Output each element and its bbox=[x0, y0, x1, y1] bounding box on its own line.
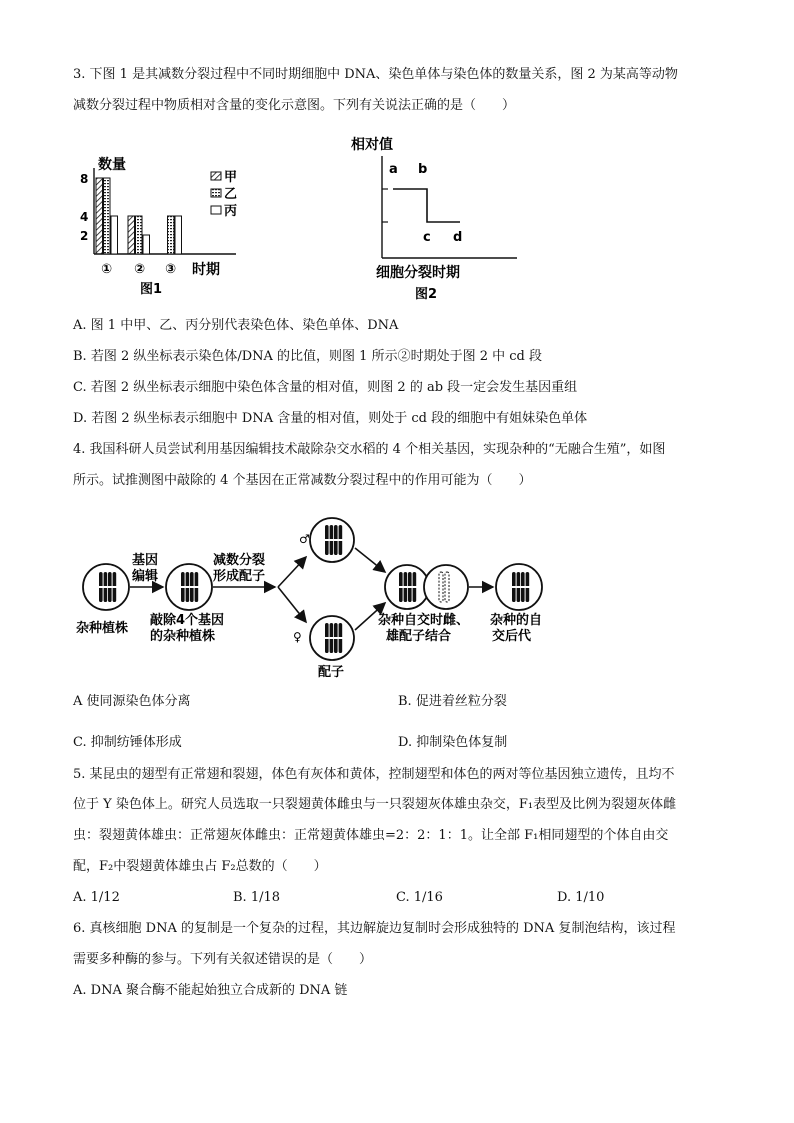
legend-swatch-yi bbox=[211, 189, 221, 197]
fig1-caption: 图1 bbox=[140, 282, 163, 297]
bar-乙-2 bbox=[136, 216, 143, 254]
female-symbol: ♀ bbox=[293, 630, 302, 644]
bar-丙-1 bbox=[111, 216, 118, 254]
label-knockout-line2: 的杂种植株 bbox=[150, 629, 216, 644]
cell-offspring bbox=[496, 564, 542, 610]
fig1-ytick-8: 8 bbox=[80, 172, 89, 186]
q5-option-d: D. 1/10 bbox=[557, 890, 605, 905]
q4-option-a: A 使同源染色体分离 bbox=[73, 694, 191, 709]
q4-option-c: C. 抑制纺锤体形成 bbox=[73, 735, 182, 750]
fig1-group-1: ① bbox=[101, 262, 113, 277]
bar-乙-3 bbox=[168, 216, 175, 254]
arrow-to-female bbox=[278, 587, 306, 622]
legend-swatch-jia bbox=[211, 172, 221, 180]
fig2-xlabel: 细胞分裂时期 bbox=[376, 265, 460, 281]
q4-stem-line2: 所示。试推测图中敲除的 4 个基因在正常减数分裂过程中的作用可能为（ ） bbox=[73, 473, 532, 488]
bar-丙-3 bbox=[175, 216, 182, 254]
step-meiosis-line2: 形成配子 bbox=[213, 569, 266, 584]
fig2-caption: 图2 bbox=[415, 287, 438, 302]
legend-bing: 丙 bbox=[224, 204, 238, 219]
fig2-line bbox=[393, 189, 460, 222]
cell-hybrid-plant bbox=[83, 564, 129, 610]
apomixis-diagram bbox=[70, 510, 560, 682]
fig2-point-b: b bbox=[418, 162, 428, 177]
fig2-point-a: a bbox=[389, 162, 398, 177]
cell-fusion bbox=[385, 565, 468, 609]
q5-line4: 配，F₂中裂翅黄体雄虫占 F₂总数的（ ） bbox=[73, 859, 327, 874]
label-knockout-line1: 敲除4个基因 bbox=[150, 613, 225, 628]
fig1-bars bbox=[96, 178, 182, 254]
q6-option-a: A. DNA 聚合酶不能起始独立合成新的 DNA 链 bbox=[73, 983, 348, 998]
cell-female-gamete bbox=[310, 616, 354, 660]
fig2-series-line bbox=[393, 189, 460, 222]
q5-option-a: A. 1/12 bbox=[73, 890, 120, 905]
fig2-ylabel: 相对值 bbox=[351, 137, 393, 153]
step-gene-editing-line2: 编辑 bbox=[132, 569, 159, 584]
label-offspring-line1: 杂种的自 bbox=[490, 613, 543, 628]
step-gene-editing-line1: 基因 bbox=[132, 553, 159, 568]
q3-option-d: D. 若图 2 纵坐标表示细胞中 DNA 含量的相对值，则处于 cd 段的细胞中有姐妹染色单体 bbox=[73, 411, 588, 426]
q3-option-b: B. 若图 2 纵坐标表示染色体/DNA 的比值，则图 1 所示②时期处于图 2 中 cd 段 bbox=[73, 349, 542, 364]
q3-option-a: A. 图 1 中甲、乙、丙分别代表染色体、染色单体、DNA bbox=[73, 318, 399, 333]
fig1-xlabel: 时期 bbox=[192, 262, 220, 278]
arrow-to-male bbox=[278, 557, 306, 587]
male-symbol: ♂ bbox=[299, 532, 310, 546]
label-hybrid-plant: 杂种植株 bbox=[76, 621, 129, 636]
fig2-point-d: d bbox=[453, 230, 463, 245]
fig1-group-3: ③ bbox=[165, 262, 177, 277]
q3-stem-line1: 3. 下图 1 是其减数分裂过程中不同时期细胞中 DNA、染色单体与染色体的数量关系，图 2 为某高等动物 bbox=[73, 67, 678, 82]
q5-option-b: B. 1/18 bbox=[233, 890, 281, 905]
q6-line2: 需要多种酶的参与。下列有关叙述错误的是（ ） bbox=[73, 952, 373, 967]
q5-option-c: C. 1/16 bbox=[396, 890, 443, 905]
figure-1-bar-chart bbox=[74, 150, 254, 300]
fig2-point-c: c bbox=[423, 230, 431, 245]
step-meiosis-line1: 减数分裂 bbox=[213, 553, 266, 568]
fig1-ytick-4: 4 bbox=[80, 210, 89, 224]
label-fusion-line2: 雄配子结合 bbox=[386, 629, 452, 644]
q5-line2: 位于 Y 染色体上。研究人员选取一只裂翅黄体雌虫与一只裂翅灰体雄虫杂交，F₁表型及比例为裂翅灰体雌 bbox=[73, 797, 677, 812]
figure-2-line-chart bbox=[345, 130, 525, 305]
fig1-group-2: ② bbox=[134, 262, 146, 277]
label-offspring-line2: 交后代 bbox=[492, 629, 532, 644]
bar-乙-1 bbox=[104, 178, 111, 254]
legend-yi: 乙 bbox=[224, 187, 238, 202]
q5-line3: 虫：裂翅黄体雄虫：正常翅灰体雌虫：正常翅黄体雄虫=2：2：1：1。让全部 F₁相同翅型的个体自由交 bbox=[73, 828, 669, 843]
label-fusion-line1: 杂种自交时雌、 bbox=[378, 613, 470, 628]
q4-stem-line1: 4. 我国科研人员尝试利用基因编辑技术敲除杂交水稻的 4 个相关基因，实现杂种的“无融合生殖”，如图 bbox=[73, 442, 666, 457]
legend-jia: 甲 bbox=[224, 170, 238, 185]
fig1-ylabel: 数量 bbox=[98, 157, 126, 173]
q4-option-b: B. 促进着丝粒分裂 bbox=[398, 694, 507, 709]
bar-甲-2 bbox=[128, 216, 135, 254]
q3-stem-line2: 减数分裂过程中物质相对含量的变化示意图。下列有关说法正确的是（ ） bbox=[73, 98, 516, 113]
bar-丙-2 bbox=[143, 235, 150, 254]
cell-knockout-plant bbox=[166, 564, 212, 610]
q5-line1: 5. 某昆虫的翅型有正常翅和裂翅，体色有灰体和黄体，控制翅型和体色的两对等位基因独立遗传，且均不 bbox=[73, 767, 675, 782]
arrow-male-to-fusion bbox=[355, 548, 385, 572]
cell-male-gamete bbox=[310, 518, 354, 562]
q4-option-d: D. 抑制染色体复制 bbox=[398, 735, 508, 750]
q6-line1: 6. 真核细胞 DNA 的复制是一个复杂的过程，其边解旋边复制时会形成独特的 DNA 复制泡结构，该过程 bbox=[73, 921, 676, 936]
fig1-ytick-2: 2 bbox=[80, 229, 89, 243]
legend-swatch-bing bbox=[211, 206, 221, 214]
bar-甲-1 bbox=[96, 178, 103, 254]
q3-option-c: C. 若图 2 纵坐标表示细胞中染色体含量的相对值，则图 2 的 ab 段一定会发生基因重组 bbox=[73, 380, 578, 395]
label-gamete: 配子 bbox=[318, 665, 345, 680]
